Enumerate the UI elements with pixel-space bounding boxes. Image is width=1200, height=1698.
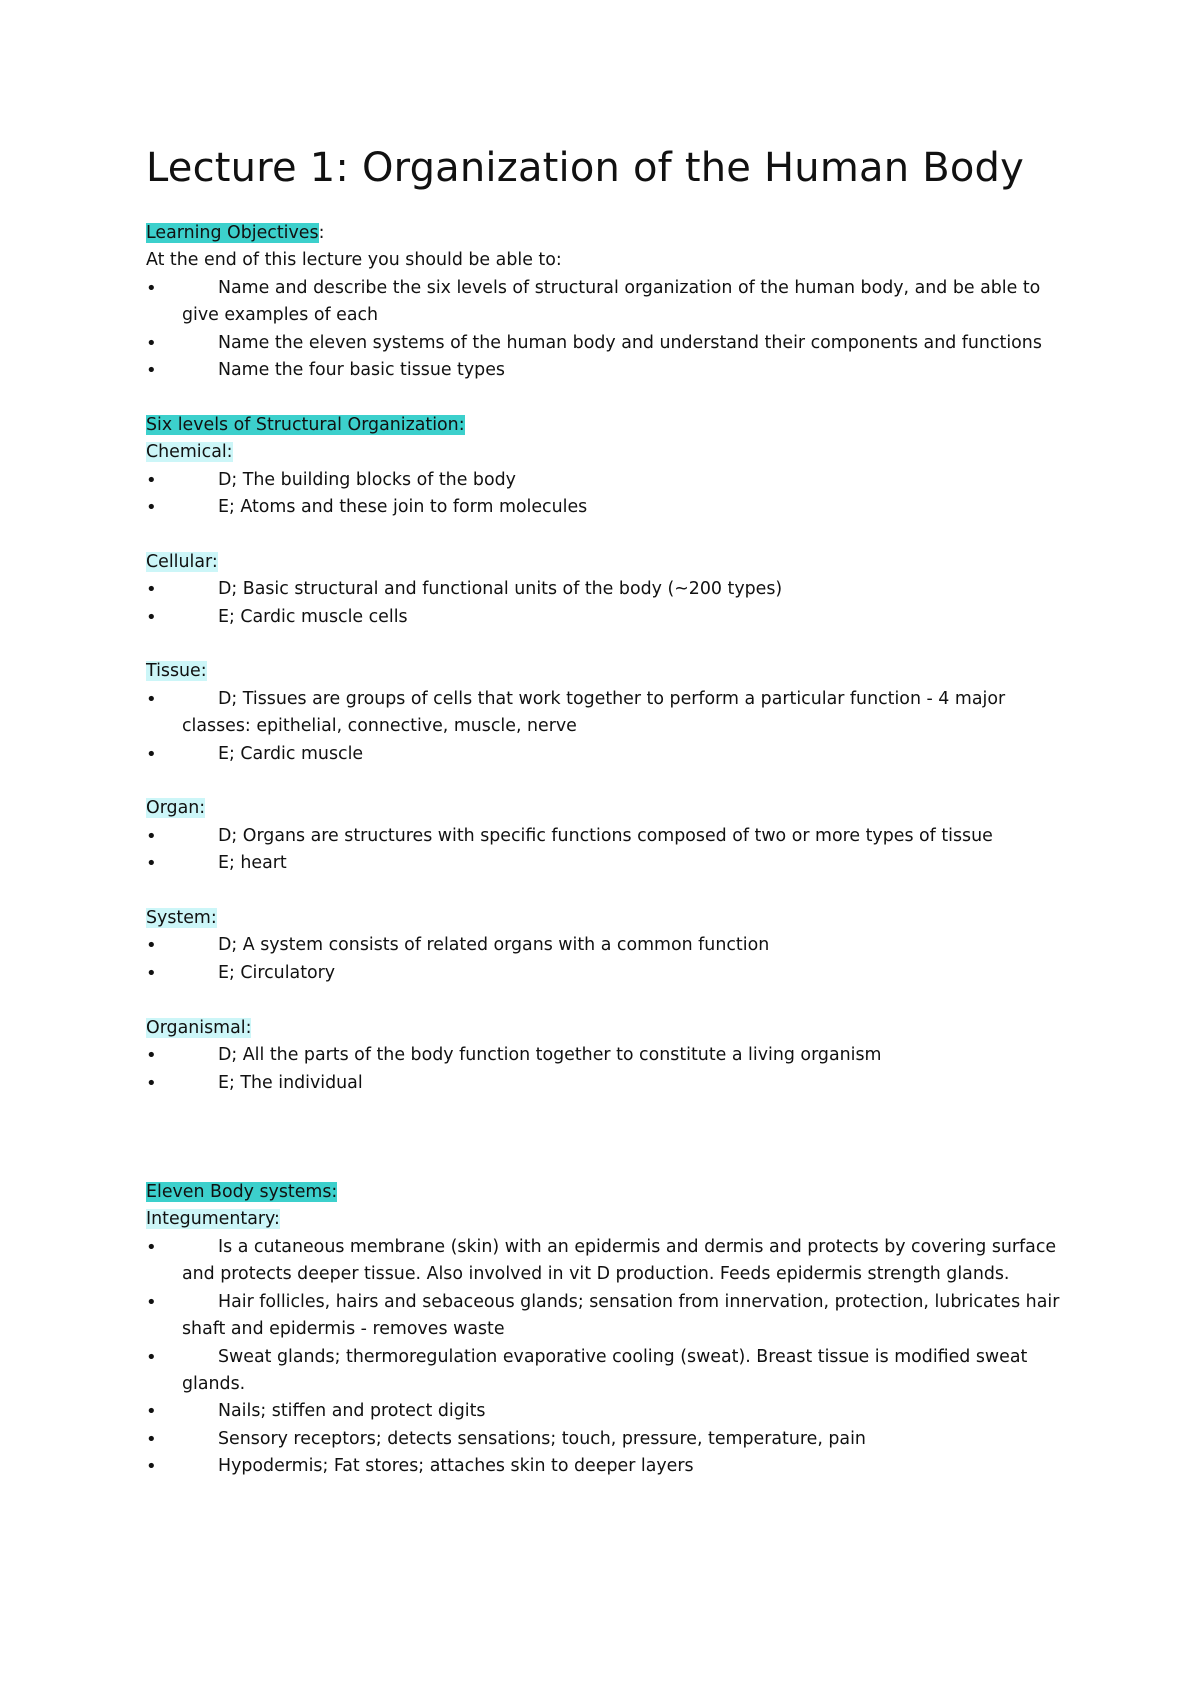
system-list — [146, 932, 1066, 987]
tissue-label: Tissue: — [146, 661, 207, 682]
tissue-label-line — [146, 658, 1066, 685]
organismal-label: Organismal: — [146, 1017, 252, 1038]
list-item — [146, 604, 1066, 631]
integumentary-label-line — [146, 1206, 1066, 1233]
organismal-label-line — [146, 1015, 1066, 1042]
spacer — [146, 1124, 1066, 1151]
spacer — [146, 1152, 1066, 1179]
list-item — [146, 850, 1066, 877]
list-item-text: • D; All the parts of the body function together to constitute a living organism — [218, 1045, 882, 1066]
list-item-text: • Name and describe the six levels of structural organization of the human body, and be able to give examples of each — [182, 277, 1041, 326]
list-item — [146, 467, 1066, 494]
list-item — [146, 741, 1066, 768]
list-item — [146, 357, 1066, 384]
list-item-text: • Name the eleven systems of the human body and understand their components and functions — [218, 332, 1042, 353]
six-levels-heading: Six levels of Structural Organization: — [146, 414, 465, 435]
list-item — [146, 1344, 1066, 1399]
learning-objectives-colon: : — [318, 223, 325, 243]
list-item-text: • E; Circulatory — [218, 962, 336, 983]
six-levels-heading-line — [146, 412, 1066, 439]
spacer — [146, 631, 1066, 658]
list-item — [146, 686, 1066, 741]
body-systems-heading: Eleven Body systems: — [146, 1182, 338, 1203]
list-item — [146, 1042, 1066, 1069]
spacer — [146, 521, 1066, 548]
organismal-list — [146, 1042, 1066, 1097]
list-item-text: • Is a cutaneous membrane (skin) with an epidermis and dermis and protects by covering surface and protects deeper tissue. Also involved in vit D production. Feeds epidermis strength glands. — [182, 1236, 1057, 1285]
list-item-text: • E; The individual — [218, 1072, 363, 1093]
list-item — [146, 1289, 1066, 1344]
cellular-label-line — [146, 549, 1066, 576]
list-item — [146, 275, 1066, 330]
list-item-text: • Sensory receptors; detects sensations; touch, pressure, temperature, pain — [218, 1428, 866, 1449]
learning-objectives-heading-line — [146, 220, 1066, 247]
list-item-text: • D; Basic structural and functional units of the body (~200 types) — [218, 579, 783, 600]
list-item — [146, 1426, 1066, 1453]
organ-list — [146, 823, 1066, 878]
list-item — [146, 494, 1066, 521]
organ-label: Organ: — [146, 798, 206, 819]
list-item-text: • Hair follicles, hairs and sebaceous glands; sensation from innervation, protection, lubricates hair shaft and epidermis - removes waste — [182, 1291, 1060, 1340]
list-item-text: • D; Organs are structures with specific functions composed of two or more types of tissue — [218, 825, 993, 846]
list-item-text: • D; The building blocks of the body — [218, 469, 516, 490]
cellular-label: Cellular: — [146, 551, 218, 572]
list-item-text: • Sweat glands; thermoregulation evaporative cooling (sweat). Breast tissue is modified sweat glands. — [182, 1346, 1028, 1394]
list-item-text: • Nails; stiffen and protect digits — [218, 1401, 486, 1422]
learning-objectives-intro: At the end of this lecture you should be able to: — [146, 250, 562, 271]
system-label: System: — [146, 908, 217, 929]
spacer — [146, 768, 1066, 795]
list-item-text: • E; Atoms and these join to form molecules — [218, 497, 588, 518]
list-item-text: • Hypodermis; Fat stores; attaches skin to deeper layers — [218, 1456, 694, 1477]
list-item — [146, 1234, 1066, 1289]
learning-objectives-list — [146, 275, 1066, 385]
spacer — [146, 384, 1066, 411]
list-item-text: • D; Tissues are groups of cells that work together to perform a particular function - 4 major classes: epithelial, connective, muscle, nerve — [182, 688, 1006, 737]
list-item — [146, 1070, 1066, 1097]
list-item — [146, 960, 1066, 987]
spacer — [146, 987, 1066, 1014]
list-item — [146, 823, 1066, 850]
list-item — [146, 576, 1066, 603]
list-item-text: • Name the four basic tissue types — [218, 360, 505, 381]
chemical-list — [146, 467, 1066, 522]
list-item — [146, 1453, 1066, 1480]
cellular-list — [146, 576, 1066, 631]
chemical-label-line — [146, 439, 1066, 466]
list-item-text: • E; Cardic muscle — [218, 743, 364, 764]
list-item-text: • E; Cardic muscle cells — [218, 606, 408, 627]
list-item-text: • D; A system consists of related organs with a common function — [218, 935, 770, 956]
learning-objectives-heading: Learning Objectives — [146, 223, 319, 243]
document-body — [146, 220, 1066, 1481]
list-item — [146, 1398, 1066, 1425]
tissue-list — [146, 686, 1066, 768]
list-item — [146, 932, 1066, 959]
list-item — [146, 330, 1066, 357]
document-title: Lecture 1: Organization of the Human Body — [146, 145, 1024, 191]
body-systems-heading-line — [146, 1179, 1066, 1206]
integumentary-list — [146, 1234, 1066, 1481]
system-label-line — [146, 905, 1066, 932]
integumentary-label: Integumentary: — [146, 1209, 280, 1230]
spacer — [146, 1097, 1066, 1124]
organ-label-line — [146, 795, 1066, 822]
chemical-label: Chemical: — [146, 442, 233, 463]
list-item-text: • E; heart — [218, 853, 287, 874]
spacer — [146, 878, 1066, 905]
